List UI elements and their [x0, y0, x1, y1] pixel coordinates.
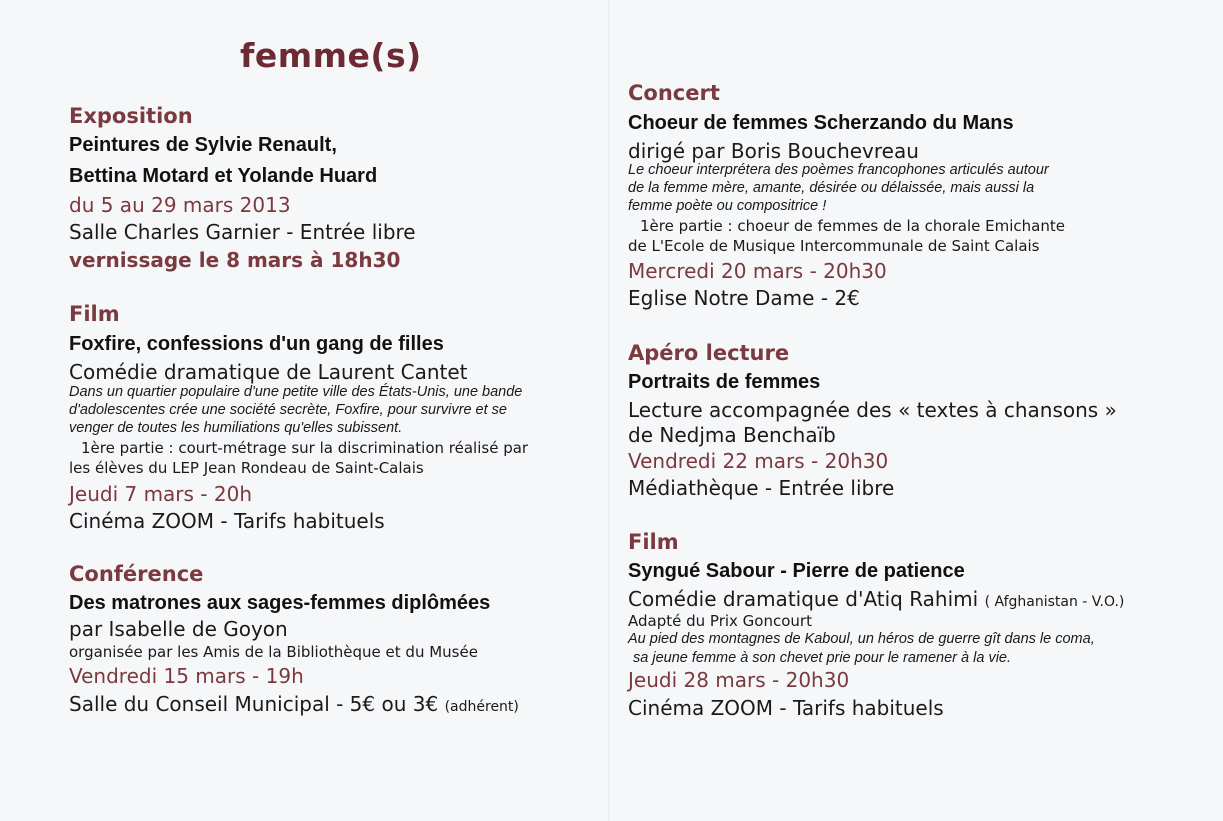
concert-category: Concert [628, 81, 720, 105]
film2-subtitle [628, 587, 1124, 611]
apero-line1: Lecture accompagnée des « textes à chansons » [628, 398, 1117, 422]
concert-date: Mercredi 20 mars - 20h30 [628, 259, 887, 283]
exposition-title-line2: Bettina Motard et Yolande Huard [69, 165, 378, 187]
conference-date: Vendredi 15 mars - 19h [69, 664, 304, 688]
film1-title: Foxfire, confessions d'un gang de filles [69, 333, 444, 355]
concert-title: Choeur de femmes Scherzando du Mans [628, 112, 1014, 134]
film2-title: Syngué Sabour - Pierre de patience [628, 560, 965, 582]
film1-category: Film [69, 302, 120, 326]
conference-venue [69, 692, 519, 716]
film2-desc-line2: sa jeune femme à son chevet prie pour le ramener à la vie. [633, 650, 1012, 666]
conference-title: Des matrones aux sages-femmes diplômées [69, 592, 491, 614]
film1-date: Jeudi 7 mars - 20h [69, 482, 253, 506]
apero-title: Portraits de femmes [628, 371, 821, 393]
film2-date: Jeudi 28 mars - 20h30 [628, 668, 850, 692]
film2-subtitle-text: Comédie dramatique d'Atiq Rahimi [628, 587, 979, 611]
exposition-category: Exposition [69, 104, 193, 128]
film1-part-line2: les élèves du LEP Jean Rondeau de Saint-Calais [69, 459, 424, 477]
film1-part-line1: 1ère partie : court-métrage sur la discrimination réalisé par [81, 439, 529, 457]
film2-venue: Cinéma ZOOM - Tarifs habituels [628, 696, 944, 720]
film1-desc-line3: venger de toutes les humiliations qu'elles subissent. [69, 420, 403, 436]
concert-part-line1: 1ère partie : choeur de femmes de la chorale Emichante [640, 217, 1065, 235]
exposition-dates: du 5 au 29 mars 2013 [69, 193, 291, 217]
conference-organizer: organisée par les Amis de la Bibliothèque et du Musée [69, 643, 478, 661]
concert-desc-line1: Le choeur interprétera des poèmes francophones articulés autour [628, 162, 1049, 178]
film1-desc-line2: d'adolescentes crée une société secrète, Foxfire, pour survivre et se [69, 402, 507, 418]
film2-category: Film [628, 530, 679, 554]
film2-subtitle-note: ( Afghanistan - V.O.) [984, 594, 1125, 610]
film1-subtitle: Comédie dramatique de Laurent Cantet [69, 360, 468, 384]
film1-venue: Cinéma ZOOM - Tarifs habituels [69, 509, 385, 533]
concert-desc-line2: de la femme mère, amante, désirée ou délaissée, mais aussi la [628, 180, 1035, 196]
apero-date: Vendredi 22 mars - 20h30 [628, 449, 889, 473]
concert-part-line2: de L'Ecole de Musique Intercommunale de Saint Calais [628, 237, 1040, 255]
conference-category: Conférence [69, 562, 204, 586]
fold-line [608, 0, 610, 821]
exposition-venue: Salle Charles Garnier - Entrée libre [69, 220, 416, 244]
apero-line2: de Nedjma Benchaïb [628, 423, 836, 447]
conference-venue-text: Salle du Conseil Municipal - 5€ ou 3€ [69, 692, 439, 716]
exposition-title-line1: Peintures de Sylvie Renault, [69, 134, 337, 156]
conference-venue-note: (adhérent) [444, 699, 519, 715]
film2-desc-line1: Au pied des montagnes de Kaboul, un héros de guerre gît dans le coma, [628, 631, 1095, 647]
apero-venue: Médiathèque - Entrée libre [628, 476, 895, 500]
film2-award: Adapté du Prix Goncourt [628, 612, 812, 630]
film1-desc-line1: Dans un quartier populaire d'une petite ville des États-Unis, une bande [69, 384, 523, 400]
concert-desc-line3: femme poète ou compositrice ! [628, 198, 827, 214]
conference-speaker: par Isabelle de Goyon [69, 617, 288, 641]
concert-venue: Eglise Notre Dame - 2€ [628, 286, 860, 310]
concert-director: dirigé par Boris Bouchevreau [628, 139, 919, 163]
exposition-vernissage: vernissage le 8 mars à 18h30 [69, 248, 401, 272]
page-title: femme(s) [240, 36, 422, 75]
apero-category: Apéro lecture [628, 341, 790, 365]
